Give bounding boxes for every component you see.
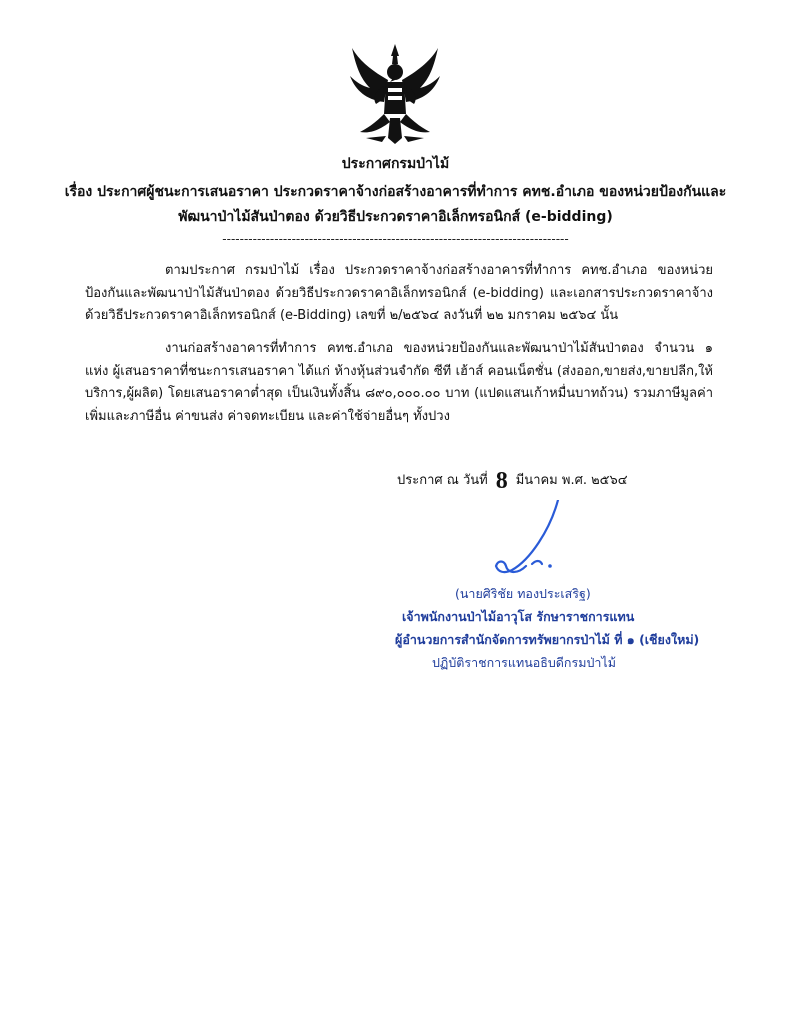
date-prefix: ประกาศ ณ วันที่: [397, 473, 488, 488]
date-day: 8: [495, 468, 508, 494]
divider-line: --------------------------------------------------------------------------------: [222, 232, 569, 246]
document-title: ประกาศกรมป่าไม้: [341, 156, 450, 172]
signer-position-3: ปฏิบัติราชการแทนอธิบดีกรมป่าไม้: [432, 655, 616, 670]
signer-name: (นายศิริชัย ทองประเสริฐ): [455, 586, 591, 601]
signer-position-2: ผู้อำนวยการสำนักจัดการทรัพยากรป่าไม้ ที่ ๑ (เชียงใหม่): [395, 632, 700, 647]
signer-position-1: เจ้าพนักงานป่าไม้อาวุโส รักษาราชการแทน: [402, 609, 635, 624]
subject-line-2: พัฒนาป่าไม้สันป่าตอง ด้วยวิธีประกวดราคาอิเล็กทรอนิกส์ (e-bidding): [178, 209, 613, 225]
subject-line-1: เรื่อง ประกาศผู้ชนะการเสนอราคา ประกวดราคาจ้างก่อสร้างอาคารที่ทำการ คทช.อำเภอ ของหน่วยป้องกันและ: [64, 184, 727, 200]
date-suffix: มีนาคม พ.ศ. ๒๕๖๔: [515, 473, 628, 488]
announcement-date: [397, 468, 628, 495]
body-paragraph-2: งานก่อสร้างอาคารที่ทำการ คทช.อำเภอ ของหน่วยป้องกันและพัฒนาป่าไม้สันป่าตอง จำนวน ๑ แห่ง ผู้เสนอราคาที่ชนะการเสนอราคา ได้แก่ ห้างหุ้นส่วนจำกัด ซีที เฮ้าส์ คอนเน็ตชั่น (ส่งออก,ขายส่ง,ขายปลีก,ให้บริการ,ผู้ผลิต) โดยเสนอราคาต่ำสุด เป็นเงินทั้งสิ้น ๘๙๐,๐๐๐.๐๐ บาท (แปดแสนเก้าหมื่นบาทถ้วน) รวมภาษีมูลค่าเพิ่มและภาษีอื่น ค่าขนส่ง ค่าจดทะเบียน และค่าใช้จ่ายอื่นๆ ทั้งปวง: [85, 341, 713, 424]
body-paragraph-1: ตามประกาศ กรมป่าไม้ เรื่อง ประกวดราคาจ้างก่อสร้างอาคารที่ทำการ คทช.อำเภอ ของหน่วยป้องกันและพัฒนาป่าไม้สันป่าตอง ด้วยวิธีประกวดราคาอิเล็กทรอนิกส์ (e-bidding) และเอกสารประกวดราคาจ้างด้วยวิธีประกวดราคาอิเล็กทรอนิกส์ (e-Bidding) เลขที่ ๒/๒๕๖๔ ลงวันที่ ๒๒ มกราคม ๒๕๖๔ นั้น: [85, 263, 713, 323]
garuda-emblem-icon: [346, 42, 444, 146]
